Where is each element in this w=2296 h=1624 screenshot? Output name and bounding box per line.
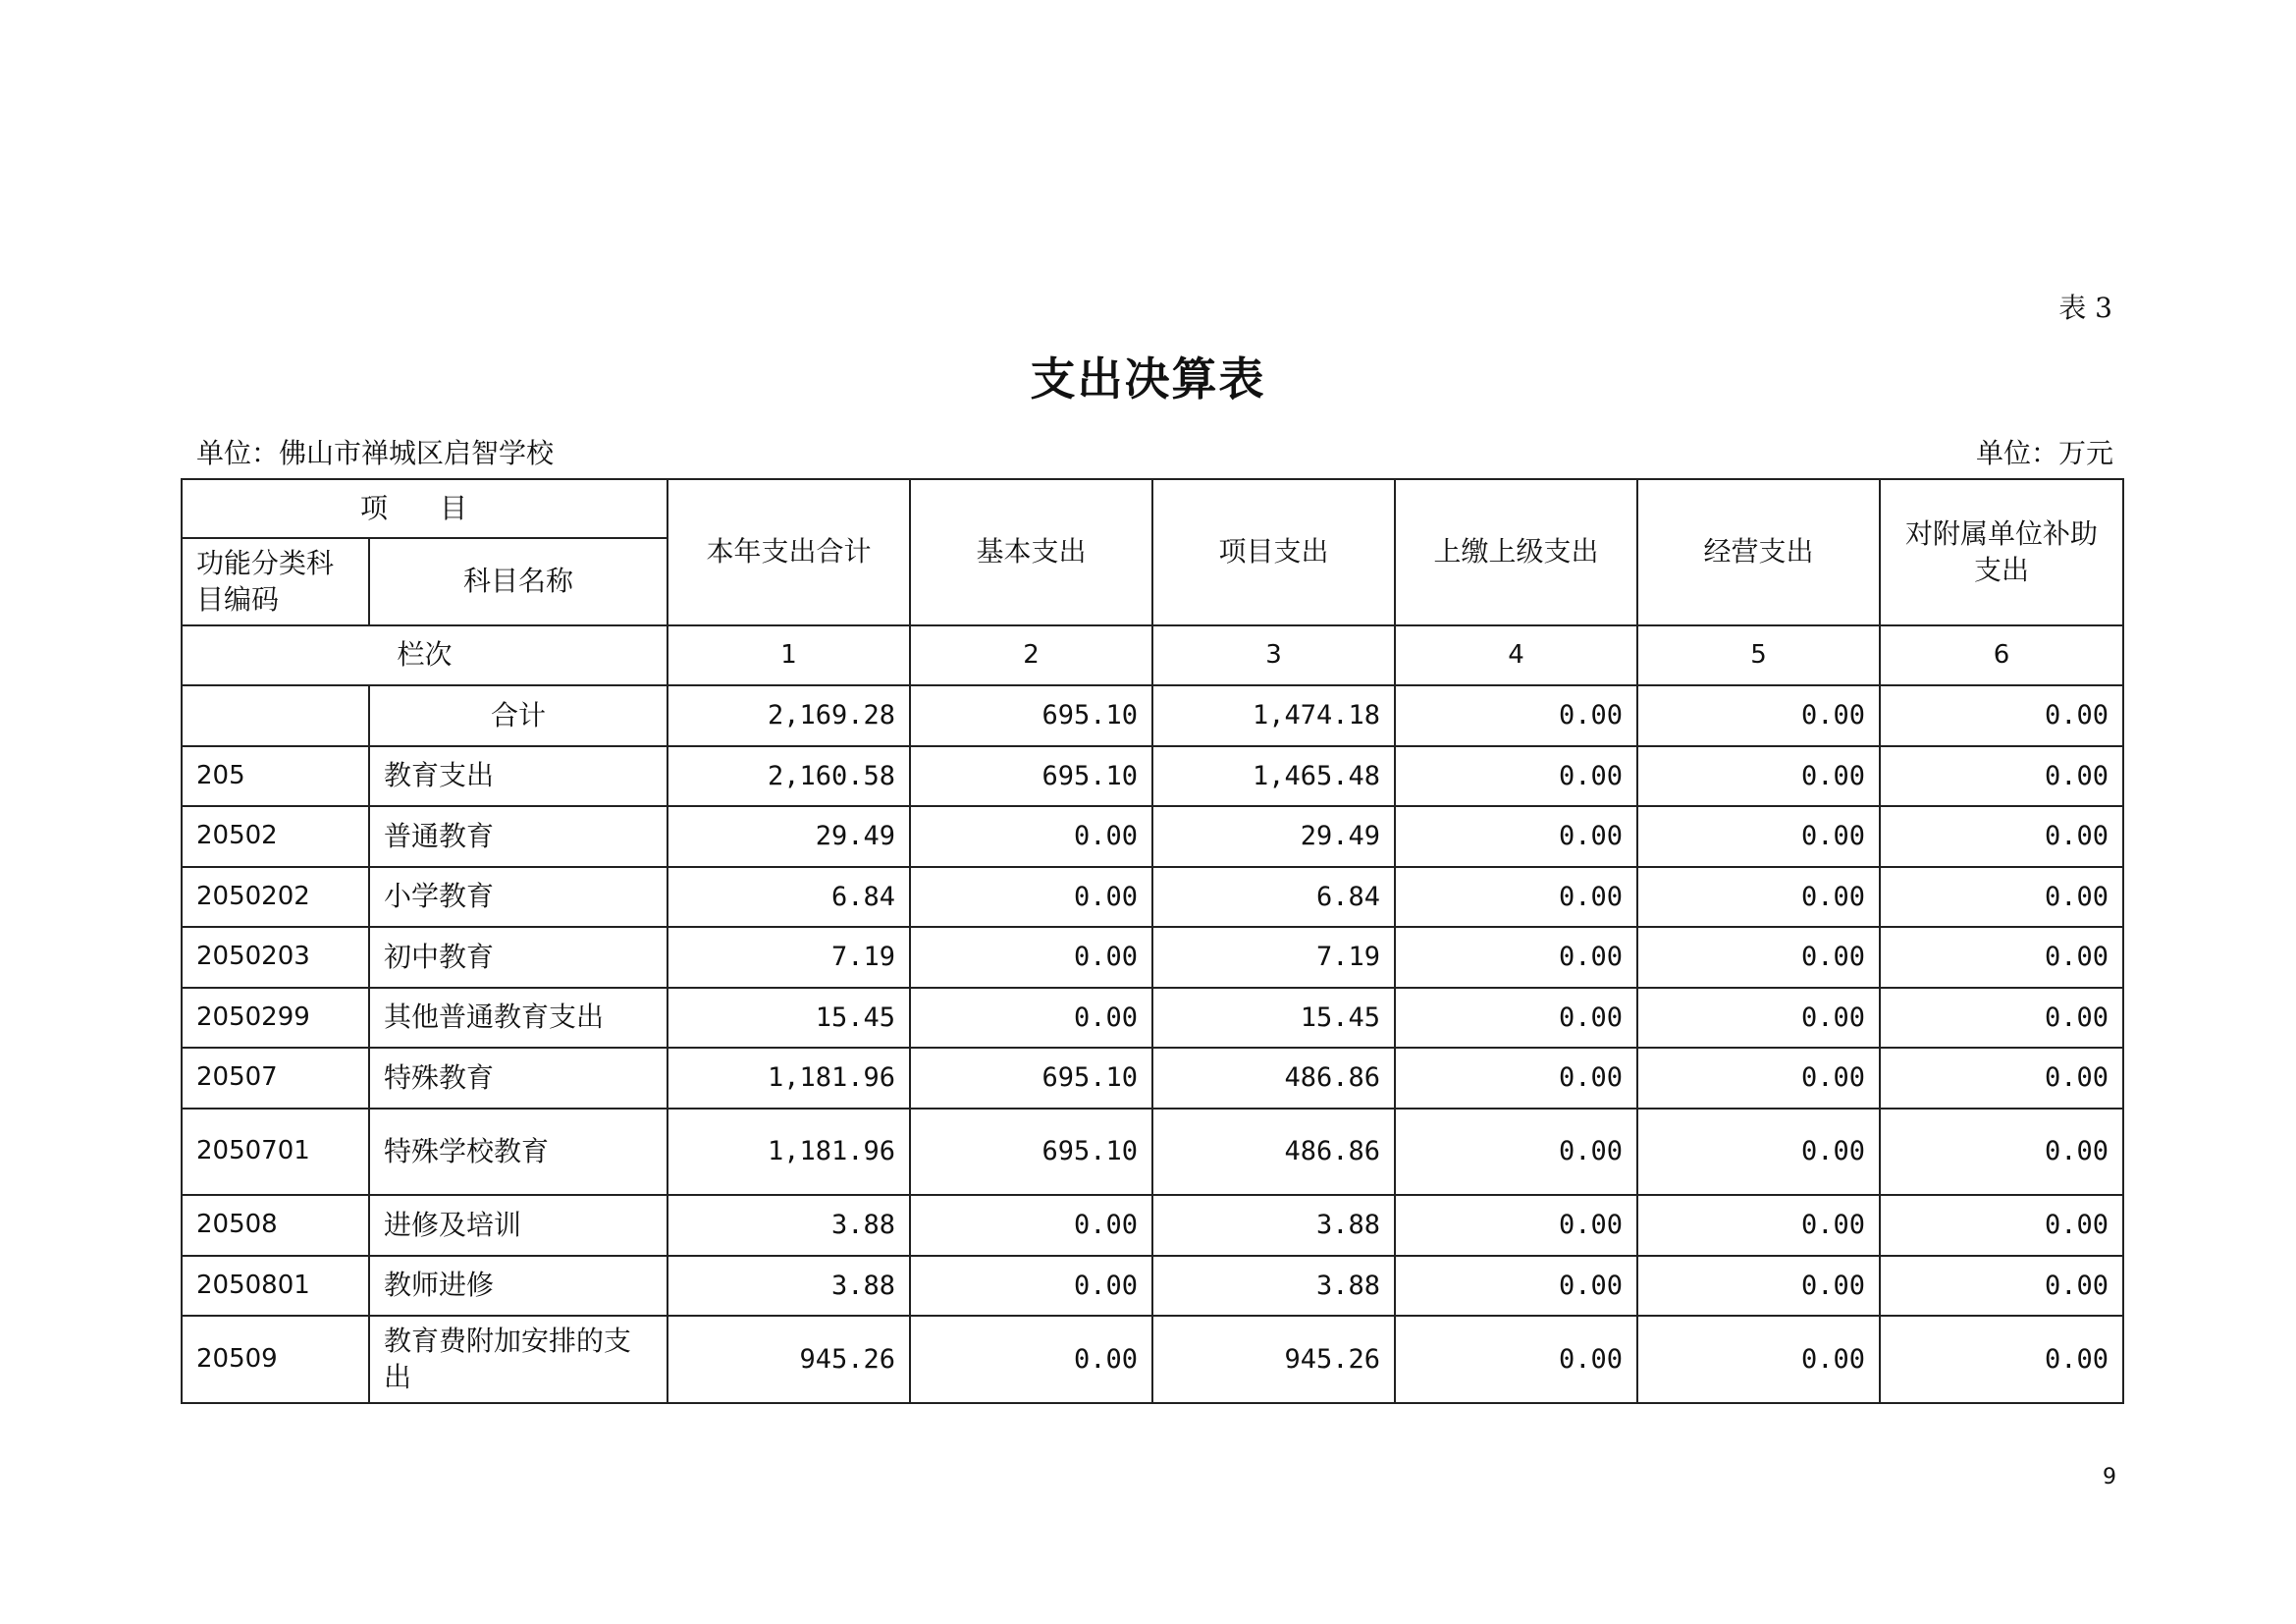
col-number: 2: [910, 625, 1152, 685]
value-cell: 0.00: [1880, 927, 2123, 988]
value-cell: 0.00: [1637, 867, 1880, 927]
header-col-upper: 上缴上级支出: [1395, 479, 1637, 625]
value-cell: 0.00: [1395, 1316, 1637, 1403]
row-name: 教师进修: [369, 1256, 667, 1316]
row-name: 特殊教育: [369, 1048, 667, 1109]
value-cell: 0.00: [1637, 927, 1880, 988]
value-cell: 0.00: [1637, 1256, 1880, 1316]
col-number: 6: [1880, 625, 2123, 685]
row-code: 2050202: [182, 867, 369, 927]
value-cell: 1,465.48: [1152, 746, 1395, 806]
row-code: 2050299: [182, 988, 369, 1048]
value-cell: 945.26: [1152, 1316, 1395, 1403]
value-cell: 0.00: [1395, 685, 1637, 746]
value-cell: 0.00: [1395, 806, 1637, 867]
value-cell: 486.86: [1152, 1048, 1395, 1109]
value-cell: 0.00: [1637, 685, 1880, 746]
row-name: 普通教育: [369, 806, 667, 867]
value-cell: 0.00: [910, 1316, 1152, 1403]
value-cell: 0.00: [1395, 746, 1637, 806]
document-title: 支出决算表: [1030, 352, 1266, 406]
row-code: 20502: [182, 806, 369, 867]
header-col-business: 经营支出: [1637, 479, 1880, 625]
row-code: 2050701: [182, 1109, 369, 1195]
row-label: 栏次: [182, 625, 667, 685]
row-name: 教育支出: [369, 746, 667, 806]
row-name: 特殊学校教育: [369, 1109, 667, 1195]
value-cell: 0.00: [1880, 1316, 2123, 1403]
organization-unit: 单位：佛山市禅城区启智学校: [196, 437, 555, 469]
value-cell: 695.10: [910, 746, 1152, 806]
value-cell: 0.00: [1880, 746, 2123, 806]
value-cell: 0.00: [1880, 1256, 2123, 1316]
row-code: [182, 685, 369, 746]
value-cell: 0.00: [1637, 1316, 1880, 1403]
currency-unit: 单位：万元: [1975, 437, 2113, 469]
header-code: 功能分类科目编码: [182, 538, 369, 625]
table-number: 表 3: [2058, 292, 2112, 324]
value-cell: 0.00: [1880, 1195, 2123, 1256]
header-row-1: [182, 479, 2123, 538]
value-cell: 0.00: [1880, 1048, 2123, 1109]
value-cell: 945.26: [667, 1316, 910, 1403]
table-row: [182, 1048, 2123, 1109]
value-cell: 0.00: [910, 867, 1152, 927]
expenditure-table: [181, 478, 2124, 1404]
value-cell: 29.49: [1152, 806, 1395, 867]
value-cell: 1,181.96: [667, 1109, 910, 1195]
value-cell: 0.00: [1880, 685, 2123, 746]
value-cell: 0.00: [1395, 1256, 1637, 1316]
value-cell: 15.45: [667, 988, 910, 1048]
table-row: [182, 1109, 2123, 1195]
table-row: [182, 927, 2123, 988]
value-cell: 6.84: [1152, 867, 1395, 927]
value-cell: 695.10: [910, 685, 1152, 746]
value-cell: 0.00: [1637, 1109, 1880, 1195]
value-cell: 0.00: [910, 1256, 1152, 1316]
value-cell: 695.10: [910, 1048, 1152, 1109]
value-cell: 0.00: [1395, 1195, 1637, 1256]
row-code: 2050801: [182, 1256, 369, 1316]
table-row: [182, 1195, 2123, 1256]
value-cell: 0.00: [1395, 867, 1637, 927]
table-row: [182, 988, 2123, 1048]
row-code: 20507: [182, 1048, 369, 1109]
header-col-subsidy: 对附属单位补助支出: [1880, 479, 2123, 625]
row-name: 合计: [369, 685, 667, 746]
value-cell: 2,169.28: [667, 685, 910, 746]
row-code: 205: [182, 746, 369, 806]
value-cell: 7.19: [667, 927, 910, 988]
header-col-project: 项目支出: [1152, 479, 1395, 625]
value-cell: 0.00: [1395, 1109, 1637, 1195]
value-cell: 29.49: [667, 806, 910, 867]
value-cell: 0.00: [910, 927, 1152, 988]
value-cell: 1,474.18: [1152, 685, 1395, 746]
value-cell: 6.84: [667, 867, 910, 927]
value-cell: 0.00: [1880, 988, 2123, 1048]
row-name: 进修及培训: [369, 1195, 667, 1256]
row-name: 教育费附加安排的支出: [369, 1316, 667, 1403]
table-row: [182, 867, 2123, 927]
page-number: 9: [2103, 1465, 2116, 1489]
value-cell: 0.00: [1637, 806, 1880, 867]
value-cell: 1,181.96: [667, 1048, 910, 1109]
table-row: [182, 1256, 2123, 1316]
value-cell: 0.00: [1637, 746, 1880, 806]
value-cell: 0.00: [1880, 867, 2123, 927]
value-cell: 15.45: [1152, 988, 1395, 1048]
table-row: [182, 746, 2123, 806]
col-number: 1: [667, 625, 910, 685]
col-number: 4: [1395, 625, 1637, 685]
value-cell: 0.00: [1395, 927, 1637, 988]
row-name: 小学教育: [369, 867, 667, 927]
value-cell: 3.88: [667, 1195, 910, 1256]
value-cell: 7.19: [1152, 927, 1395, 988]
col-number: 3: [1152, 625, 1395, 685]
value-cell: 0.00: [1637, 988, 1880, 1048]
value-cell: 0.00: [1637, 1048, 1880, 1109]
row-name: 其他普通教育支出: [369, 988, 667, 1048]
header-col-basic: 基本支出: [910, 479, 1152, 625]
row-code: 20508: [182, 1195, 369, 1256]
row-code: 2050203: [182, 927, 369, 988]
table-row: [182, 806, 2123, 867]
row-name: 初中教育: [369, 927, 667, 988]
value-cell: 486.86: [1152, 1109, 1395, 1195]
value-cell: 0.00: [1880, 1109, 2123, 1195]
value-cell: 3.88: [1152, 1256, 1395, 1316]
value-cell: 3.88: [1152, 1195, 1395, 1256]
header-project: 项 目: [182, 479, 667, 538]
value-cell: 0.00: [1880, 806, 2123, 867]
row-code: 20509: [182, 1316, 369, 1403]
header-name: 科目名称: [369, 538, 667, 625]
value-cell: 695.10: [910, 1109, 1152, 1195]
value-cell: 3.88: [667, 1256, 910, 1316]
value-cell: 2,160.58: [667, 746, 910, 806]
table-row: [182, 1316, 2123, 1403]
value-cell: 0.00: [910, 1195, 1152, 1256]
value-cell: 0.00: [1395, 1048, 1637, 1109]
value-cell: 0.00: [910, 988, 1152, 1048]
total-row: [182, 685, 2123, 746]
value-cell: 0.00: [1637, 1195, 1880, 1256]
col-number: 5: [1637, 625, 1880, 685]
value-cell: 0.00: [1395, 988, 1637, 1048]
value-cell: 0.00: [910, 806, 1152, 867]
header-col-total: 本年支出合计: [667, 479, 910, 625]
column-number-row: [182, 625, 2123, 685]
